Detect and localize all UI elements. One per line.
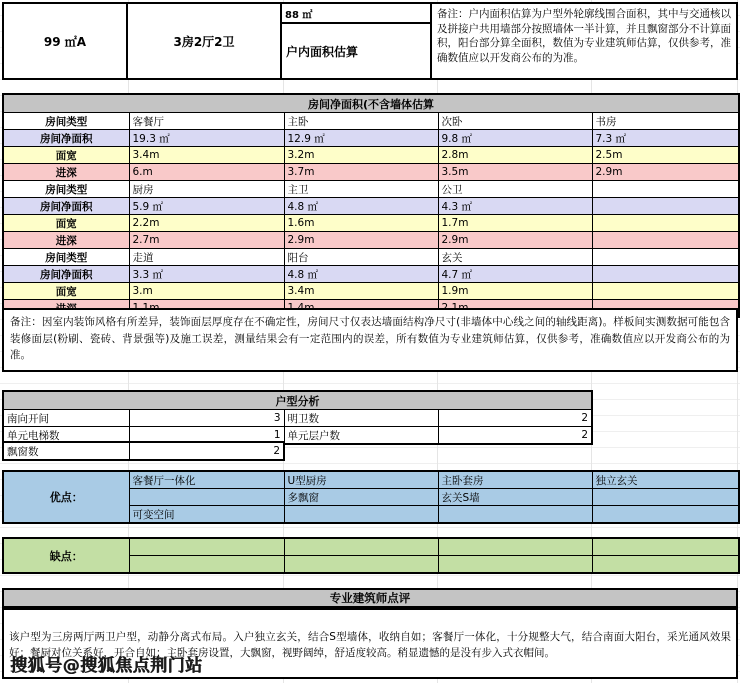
cons-cell — [592, 556, 739, 574]
room-area-cell — [592, 266, 739, 283]
room-width-cell: 3.4m — [129, 147, 284, 164]
analysis-label: 单元电梯数 — [3, 427, 129, 445]
review-text: 该户型为三房两厅两卫户型，动静分离式布局。入户独立玄关，结合S型墙体，收纳自如；客餐厅一体化，十分规整大气，结合南面大阳台，采光通风效果好；餐厨对位关系好，开合自如；主卧套房设置，大飘窗，视野阔绰，舒适度较高。稍显遗憾的是没有步入式衣帽间。 — [9, 631, 731, 659]
pros-table — [2, 470, 740, 524]
room-table-header — [3, 94, 739, 113]
row-label-width: 面宽 — [3, 283, 129, 300]
room-name-cell — [592, 249, 739, 266]
review-title: 专业建筑师点评 — [329, 591, 411, 605]
row-label-area: 房间净面积 — [3, 266, 129, 283]
room-name-cell: 次卧 — [438, 113, 592, 130]
analysis-title: 户型分析 — [3, 391, 592, 410]
indoor-area-cell — [280, 2, 432, 80]
cons-cell — [438, 538, 592, 556]
pros-cell: 可变空间 — [129, 506, 284, 524]
row-label-area: 房间净面积 — [3, 198, 129, 215]
indoor-area-value: 88 ㎡ — [282, 4, 430, 24]
table-row — [3, 198, 739, 215]
room-name-cell: 玄关 — [438, 249, 592, 266]
room-depth-cell: 2.9m — [284, 232, 438, 249]
analysis-label: 明卫数 — [284, 410, 438, 427]
unit-analysis-table — [2, 390, 593, 445]
pros-cell: 独立玄关 — [592, 471, 739, 489]
room-area-cell: 9.8 ㎡ — [438, 130, 592, 147]
room-area-cell: 3.3 ㎡ — [129, 266, 284, 283]
room-name-cell — [592, 181, 739, 198]
cons-cell — [284, 556, 438, 574]
table-row — [3, 181, 739, 198]
room-width-cell: 2.8m — [438, 147, 592, 164]
analysis-value: 2 — [129, 442, 284, 460]
table-row — [3, 130, 739, 147]
room-area-cell: 4.8 ㎡ — [284, 266, 438, 283]
room-depth-cell: 3.5m — [438, 164, 592, 181]
row-label-type: 房间类型 — [3, 113, 129, 130]
pros-cell: U型厨房 — [284, 471, 438, 489]
room-area-cell: 12.9 ㎡ — [284, 130, 438, 147]
analysis-value: 2 — [438, 427, 592, 445]
pros-cell — [284, 506, 438, 524]
row-label-depth: 进深 — [3, 232, 129, 249]
measurement-note: 备注：因室内装饰风格有所差异，装饰面层厚度存在不确定性，房间尺寸仅表达墙面结构净尺寸(非墙体中心线之间的轴线距离)。样板间实测数据可能包含装修面层(粉刷、瓷砖、背景强等)及施工误差，测量结果会有一定范围内的误差，所有数值为专业建筑师估算，仅供参考，准确数值应以开发商公布的为准。 — [2, 308, 738, 372]
room-width-cell: 1.6m — [284, 215, 438, 232]
review-box — [2, 608, 738, 679]
room-name-cell: 阳台 — [284, 249, 438, 266]
room-name-cell: 主卧 — [284, 113, 438, 130]
cons-cell — [129, 538, 284, 556]
pros-cell: 主卧套房 — [438, 471, 592, 489]
room-area-cell — [592, 198, 739, 215]
table-row — [3, 249, 739, 266]
room-name-cell: 公卫 — [438, 181, 592, 198]
table-row — [3, 266, 739, 283]
room-area-cell: 5.9 ㎡ — [129, 198, 284, 215]
room-area-cell: 7.3 ㎡ — [592, 130, 739, 147]
pros-cell — [592, 489, 739, 506]
unit-analysis-table-row3 — [2, 441, 285, 461]
room-depth-cell: 6.m — [129, 164, 284, 181]
room-area-table — [2, 93, 740, 318]
room-depth-cell: 3.7m — [284, 164, 438, 181]
pros-cell: 玄关S墙 — [438, 489, 592, 506]
unit-area-cell — [2, 2, 128, 80]
review-header — [2, 588, 738, 608]
cons-cell — [438, 556, 592, 574]
room-area-cell: 4.3 ㎡ — [438, 198, 592, 215]
table-row — [3, 410, 592, 427]
analysis-label: 飘窗数 — [3, 442, 129, 460]
table-row — [3, 232, 739, 249]
row-label-area: 房间净面积 — [3, 130, 129, 147]
room-name-cell: 客餐厅 — [129, 113, 284, 130]
cons-cell — [129, 556, 284, 574]
room-depth-cell: 2.9m — [592, 164, 739, 181]
cons-label: 缺点： — [3, 538, 129, 573]
table-row — [3, 215, 739, 232]
row-label-width: 面宽 — [3, 215, 129, 232]
cons-cell — [284, 538, 438, 556]
table-row — [3, 147, 739, 164]
analysis-header — [3, 391, 592, 410]
table-row — [3, 113, 739, 130]
table-row — [3, 538, 739, 556]
room-width-cell: 3.4m — [284, 283, 438, 300]
room-name-cell: 厨房 — [129, 181, 284, 198]
room-width-cell: 3.2m — [284, 147, 438, 164]
room-width-cell: 2.2m — [129, 215, 284, 232]
top-note: 备注：户内面积估算为户型外轮廓线围合面积，其中与交通核以及拼接户共用墙部分按照墙体一半计算，并且飘窗部分不计算面积，阳台部分算全面积，数值为专业建筑师估算，仅供参考，准确数值应以开发商公布的为准。 — [430, 2, 738, 80]
pros-cell — [592, 506, 739, 524]
pros-cell — [438, 506, 592, 524]
table-row — [3, 442, 284, 460]
room-width-cell: 1.9m — [438, 283, 592, 300]
room-area-cell: 4.7 ㎡ — [438, 266, 592, 283]
room-depth-cell: 2.9m — [438, 232, 592, 249]
analysis-value: 1 — [129, 427, 284, 445]
analysis-value: 3 — [129, 410, 284, 427]
pros-cell: 客餐厅一体化 — [129, 471, 284, 489]
room-name-cell: 书房 — [592, 113, 739, 130]
pros-label: 优点： — [3, 471, 129, 523]
row-label-depth: 进深 — [3, 164, 129, 181]
cons-table — [2, 537, 740, 574]
unit-area-label: 99 ㎡A — [43, 34, 87, 49]
row-label-width: 面宽 — [3, 147, 129, 164]
cons-cell — [592, 538, 739, 556]
unit-layout-label: 3房2厅2卫 — [173, 34, 235, 49]
room-name-cell: 主卫 — [284, 181, 438, 198]
analysis-value: 2 — [438, 410, 592, 427]
room-width-cell: 3.m — [129, 283, 284, 300]
room-depth-cell: 2.7m — [129, 232, 284, 249]
table-row — [3, 471, 739, 489]
room-name-cell: 走道 — [129, 249, 284, 266]
table-row — [3, 283, 739, 300]
indoor-area-title: 户内面积估算 — [286, 44, 359, 59]
unit-layout-cell — [126, 2, 282, 80]
pros-cell: 多飘窗 — [284, 489, 438, 506]
analysis-label: 南向开间 — [3, 410, 129, 427]
pros-cell — [129, 489, 284, 506]
sohu-watermark: 搜狐号@搜狐焦点荆门站 — [10, 655, 203, 676]
room-depth-cell — [592, 232, 739, 249]
row-label-type: 房间类型 — [3, 249, 129, 266]
room-area-cell: 19.3 ㎡ — [129, 130, 284, 147]
room-width-cell: 1.7m — [438, 215, 592, 232]
table-row — [3, 164, 739, 181]
room-area-cell: 4.8 ㎡ — [284, 198, 438, 215]
row-label-type: 房间类型 — [3, 181, 129, 198]
room-width-cell: 2.5m — [592, 147, 739, 164]
room-width-cell — [592, 215, 739, 232]
room-table-title: 房间净面积(不含墙体估算 — [3, 94, 739, 113]
analysis-label: 单元层户数 — [284, 427, 438, 445]
room-width-cell — [592, 283, 739, 300]
